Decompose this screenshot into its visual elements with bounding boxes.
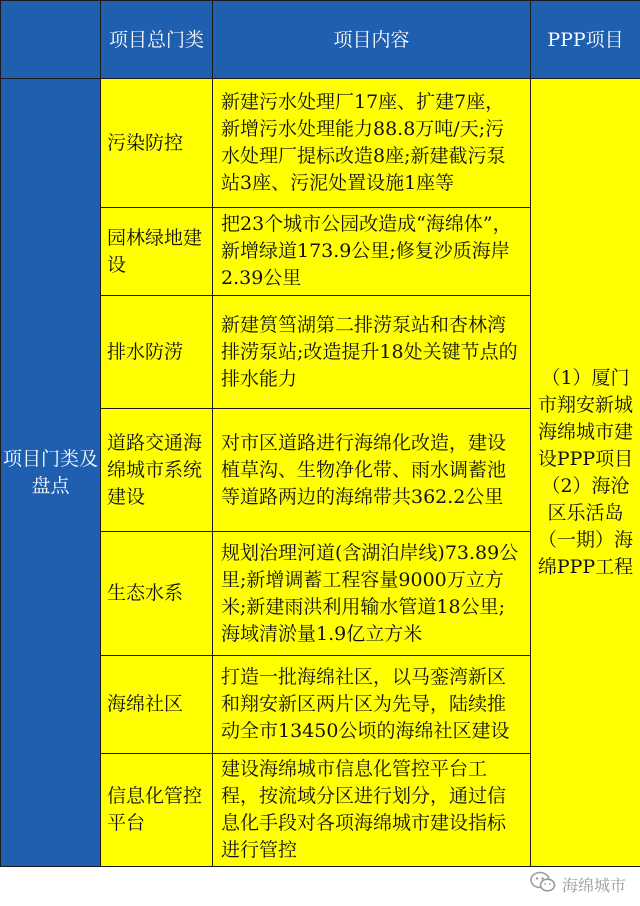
row-type: 信息化管控平台 xyxy=(101,754,213,867)
header-project-type: 项目总门类 xyxy=(101,1,213,79)
row-type: 园林绿地建设 xyxy=(101,208,213,296)
row-type: 污染防控 xyxy=(101,79,213,208)
row-type: 海绵社区 xyxy=(101,656,213,754)
category-label: 项目门类及盘点 xyxy=(1,79,101,867)
header-ppp-project: PPP项目 xyxy=(531,1,640,79)
row-content: 把23个城市公园改造成“海绵体”，新增绿道173.9公里;修复沙质海岸2.39公里 xyxy=(213,208,531,296)
row-content: 规划治理河道(含湖泊岸线)73.89公里;新增调蓄工程容量9000万立方米;新建雨洪利用输水管道18公里;海域清淤量1.9亿立方米 xyxy=(213,532,531,656)
wechat-icon xyxy=(530,871,556,897)
row-type: 道路交通海绵城市系统建设 xyxy=(101,409,213,532)
row-type: 生态水系 xyxy=(101,532,213,656)
row-content: 对市区道路进行海绵化改造，建设植草沟、生物净化带、雨水调蓄池等道路两边的海绵带共362.2公里 xyxy=(213,409,531,532)
row-content: 打造一批海绵社区，以马銮湾新区和翔安新区两片区为先导，陆续推动全市13450公顷的海绵社区建设 xyxy=(213,656,531,754)
watermark xyxy=(530,870,626,898)
row-content: 建设海绵城市信息化管控平台工程，按流域分区进行划分，通过信息化手段对各项海绵城市建设指标进行管控 xyxy=(213,754,531,867)
row-type: 排水防涝 xyxy=(101,296,213,409)
header-corner-cell xyxy=(1,1,101,79)
watermark-text: 海绵城市 xyxy=(561,875,626,895)
row-content: 新建筼筜湖第二排涝泵站和杏林湾排涝泵站;改造提升18处关键节点的排水能力 xyxy=(213,296,531,409)
header-row xyxy=(1,1,640,79)
table-row xyxy=(1,79,640,208)
ppp-projects: （1）厦门市翔安新城海绵城市建设PPP项目（2）海沧区乐活岛（一期）海绵PPP工程 xyxy=(531,79,640,867)
header-project-content: 项目内容 xyxy=(213,1,531,79)
row-content: 新建污水处理厂17座、扩建7座，新增污水处理能力88.8万吨/天;污水处理厂提标改造8座;新建截污泵站3座、污泥处置设施1座等 xyxy=(213,79,531,208)
